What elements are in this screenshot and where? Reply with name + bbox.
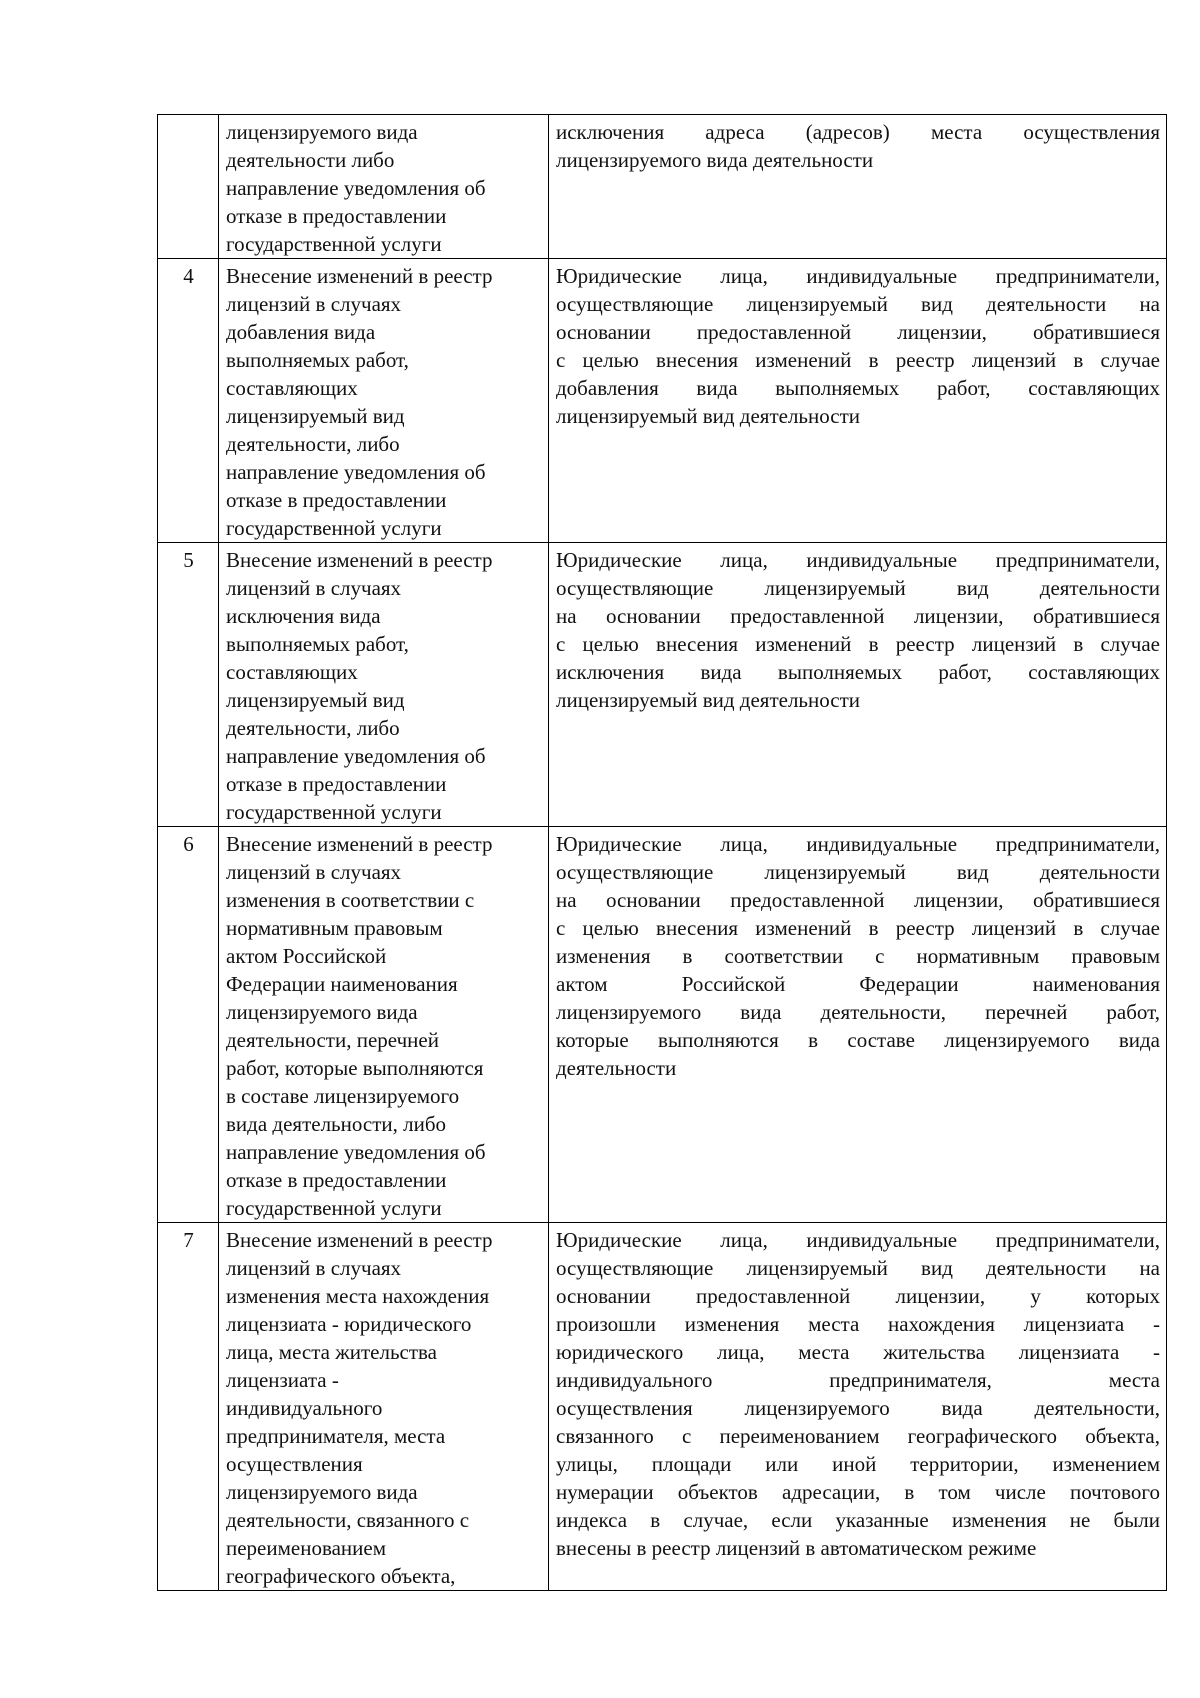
applicant-category-line: осуществляющие лицензируемый вид деятельности на xyxy=(556,292,1160,316)
service-description-line: нормативным правовым xyxy=(226,916,443,940)
service-description-line: вида деятельности, либо xyxy=(226,1112,447,1136)
row-number xyxy=(158,115,219,259)
applicant-category-line: внесены в реестр лицензий в автоматическом режиме xyxy=(556,1536,1037,1560)
service-description-line: географического объекта, xyxy=(226,1564,456,1588)
service-description-line: государственной услуги xyxy=(226,232,442,256)
service-description-line: актом Российской xyxy=(226,944,387,968)
service-description-line: отказе в предоставлении xyxy=(226,488,447,512)
applicant-category-line: индивидуального предпринимателя, места xyxy=(556,1368,1160,1392)
applicant-category-line: Юридические лица, индивидуальные предприниматели, xyxy=(556,1228,1160,1252)
service-description-line: изменения места нахождения xyxy=(226,1284,490,1308)
service-description-line: Внесение изменений в реестр xyxy=(226,1228,493,1252)
applicant-category-line: улицы, площади или иной территории, изменением xyxy=(556,1452,1160,1476)
service-description-line: лицензиата - юридического xyxy=(226,1312,472,1336)
service-description-line: составляющих xyxy=(226,660,358,684)
service-description-line: Федерации наименования xyxy=(226,972,458,996)
table-row xyxy=(158,543,1167,827)
applicant-category-line: лицензируемый вид деятельности xyxy=(556,688,861,712)
service-description-line: предпринимателя, места xyxy=(226,1424,446,1448)
service-description-cell xyxy=(219,115,549,259)
table-row xyxy=(158,1223,1167,1591)
service-description-line: направление уведомления об xyxy=(226,176,486,200)
applicant-category-cell xyxy=(549,543,1167,827)
applicant-category-line: актом Российской Федерации наименования xyxy=(556,972,1160,996)
service-description-line: направление уведомления об xyxy=(226,744,486,768)
service-description-line: лицензиата - xyxy=(226,1368,339,1392)
row-number: 5 xyxy=(158,543,219,827)
applicant-category-line: юридического лица, места жительства лицензиата - xyxy=(556,1340,1160,1364)
service-description-line: лицензий в случаях xyxy=(226,576,402,600)
service-description-line: отказе в предоставлении xyxy=(226,204,447,228)
service-description-line: переименованием xyxy=(226,1536,387,1560)
applicant-category-line: которые выполняются в составе лицензируемого вида xyxy=(556,1028,1160,1052)
applicant-category-line: Юридические лица, индивидуальные предприниматели, xyxy=(556,548,1160,572)
applicant-category-line: с целью внесения изменений в реестр лицензий в случае xyxy=(556,632,1160,656)
service-description-line: лицензий в случаях xyxy=(226,292,402,316)
service-description-cell xyxy=(219,1223,549,1591)
service-description-line: государственной услуги xyxy=(226,516,442,540)
applicant-category-line: основании предоставленной лицензии, у которых xyxy=(556,1284,1160,1308)
applicant-category-cell xyxy=(549,1223,1167,1591)
service-description-line: лицензируемого вида xyxy=(226,1000,418,1024)
service-description-line: деятельности либо xyxy=(226,148,395,172)
service-description-line: работ, которые выполняются xyxy=(226,1056,484,1080)
applicant-category-line: связанного с переименованием географического объекта, xyxy=(556,1424,1160,1448)
applicant-category-line: осуществления лицензируемого вида деятельности, xyxy=(556,1396,1160,1420)
applicant-category-cell xyxy=(549,259,1167,543)
services-table-body xyxy=(158,115,1167,1591)
service-description-line: лицензий в случаях xyxy=(226,860,402,884)
service-description-line: лицензий в случаях xyxy=(226,1256,402,1280)
row-number: 6 xyxy=(158,827,219,1223)
service-description-line: деятельности, либо xyxy=(226,432,400,456)
service-description-cell xyxy=(219,827,549,1223)
service-description-line: лицензируемый вид xyxy=(226,688,405,712)
service-description-line: направление уведомления об xyxy=(226,1140,486,1164)
applicant-category-line: основании предоставленной лицензии, обратившиеся xyxy=(556,320,1160,344)
service-description-line: государственной услуги xyxy=(226,1196,442,1220)
service-description-line: деятельности, связанного с xyxy=(226,1508,470,1532)
applicant-category-line: осуществляющие лицензируемый вид деятельности xyxy=(556,576,1160,600)
applicant-category-line: на основании предоставленной лицензии, обратившиеся xyxy=(556,604,1160,628)
table-row xyxy=(158,115,1167,259)
service-description-cell xyxy=(219,543,549,827)
service-description-line: государственной услуги xyxy=(226,800,442,824)
applicant-category-cell xyxy=(549,827,1167,1223)
applicant-category-cell xyxy=(549,115,1167,259)
row-number: 4 xyxy=(158,259,219,543)
applicant-category-line: с целью внесения изменений в реестр лицензий в случае xyxy=(556,916,1160,940)
table-row xyxy=(158,259,1167,543)
applicant-category-line: с целью внесения изменений в реестр лицензий в случае xyxy=(556,348,1160,372)
service-description-line: выполняемых работ, xyxy=(226,348,409,372)
applicant-category-line: деятельности xyxy=(556,1056,677,1080)
service-description-line: Внесение изменений в реестр xyxy=(226,832,493,856)
service-description-line: осуществления xyxy=(226,1452,363,1476)
service-description-line: деятельности, перечней xyxy=(226,1028,439,1052)
applicant-category-line: добавления вида выполняемых работ, составляющих xyxy=(556,376,1160,400)
applicant-category-line: исключения вида выполняемых работ, составляющих xyxy=(556,660,1160,684)
applicant-category-line: лицензируемого вида деятельности, перечней работ, xyxy=(556,1000,1160,1024)
applicant-category-line: осуществляющие лицензируемый вид деятельности xyxy=(556,860,1160,884)
service-description-line: исключения вида xyxy=(226,604,381,628)
applicant-category-line: Юридические лица, индивидуальные предприниматели, xyxy=(556,264,1160,288)
service-description-line: составляющих xyxy=(226,376,358,400)
service-description-line: лица, места жительства xyxy=(226,1340,437,1364)
applicant-category-line: произошли изменения места нахождения лицензиата - xyxy=(556,1312,1160,1336)
applicant-category-line: нумерации объектов адресации, в том числе почтового xyxy=(556,1480,1160,1504)
applicant-category-line: изменения в соответствии с нормативным правовым xyxy=(556,944,1160,968)
service-description-line: лицензируемого вида xyxy=(226,120,418,144)
applicant-category-line: исключения адреса (адресов) места осуществления xyxy=(556,120,1160,144)
applicant-category-line: на основании предоставленной лицензии, обратившиеся xyxy=(556,888,1160,912)
applicant-category-line: осуществляющие лицензируемый вид деятельности на xyxy=(556,1256,1160,1280)
service-description-line: лицензируемый вид xyxy=(226,404,405,428)
applicant-category-line: лицензируемый вид деятельности xyxy=(556,404,861,428)
service-description-line: деятельности, либо xyxy=(226,716,400,740)
service-description-line: добавления вида xyxy=(226,320,376,344)
applicant-category-line: индекса в случае, если указанные изменения не были xyxy=(556,1508,1160,1532)
service-description-line: лицензируемого вида xyxy=(226,1480,418,1504)
service-description-line: направление уведомления об xyxy=(226,460,486,484)
service-description-line: отказе в предоставлении xyxy=(226,1168,447,1192)
row-number: 7 xyxy=(158,1223,219,1591)
service-description-line: отказе в предоставлении xyxy=(226,772,447,796)
service-description-line: выполняемых работ, xyxy=(226,632,409,656)
services-table xyxy=(157,114,1167,1591)
service-description-line: Внесение изменений в реестр xyxy=(226,264,493,288)
service-description-line: в составе лицензируемого xyxy=(226,1084,460,1108)
service-description-line: Внесение изменений в реестр xyxy=(226,548,493,572)
table-row xyxy=(158,827,1167,1223)
service-description-line: индивидуального xyxy=(226,1396,383,1420)
service-description-line: изменения в соответствии с xyxy=(226,888,475,912)
service-description-cell xyxy=(219,259,549,543)
applicant-category-line: Юридические лица, индивидуальные предприниматели, xyxy=(556,832,1160,856)
applicant-category-line: лицензируемого вида деятельности xyxy=(556,148,874,172)
